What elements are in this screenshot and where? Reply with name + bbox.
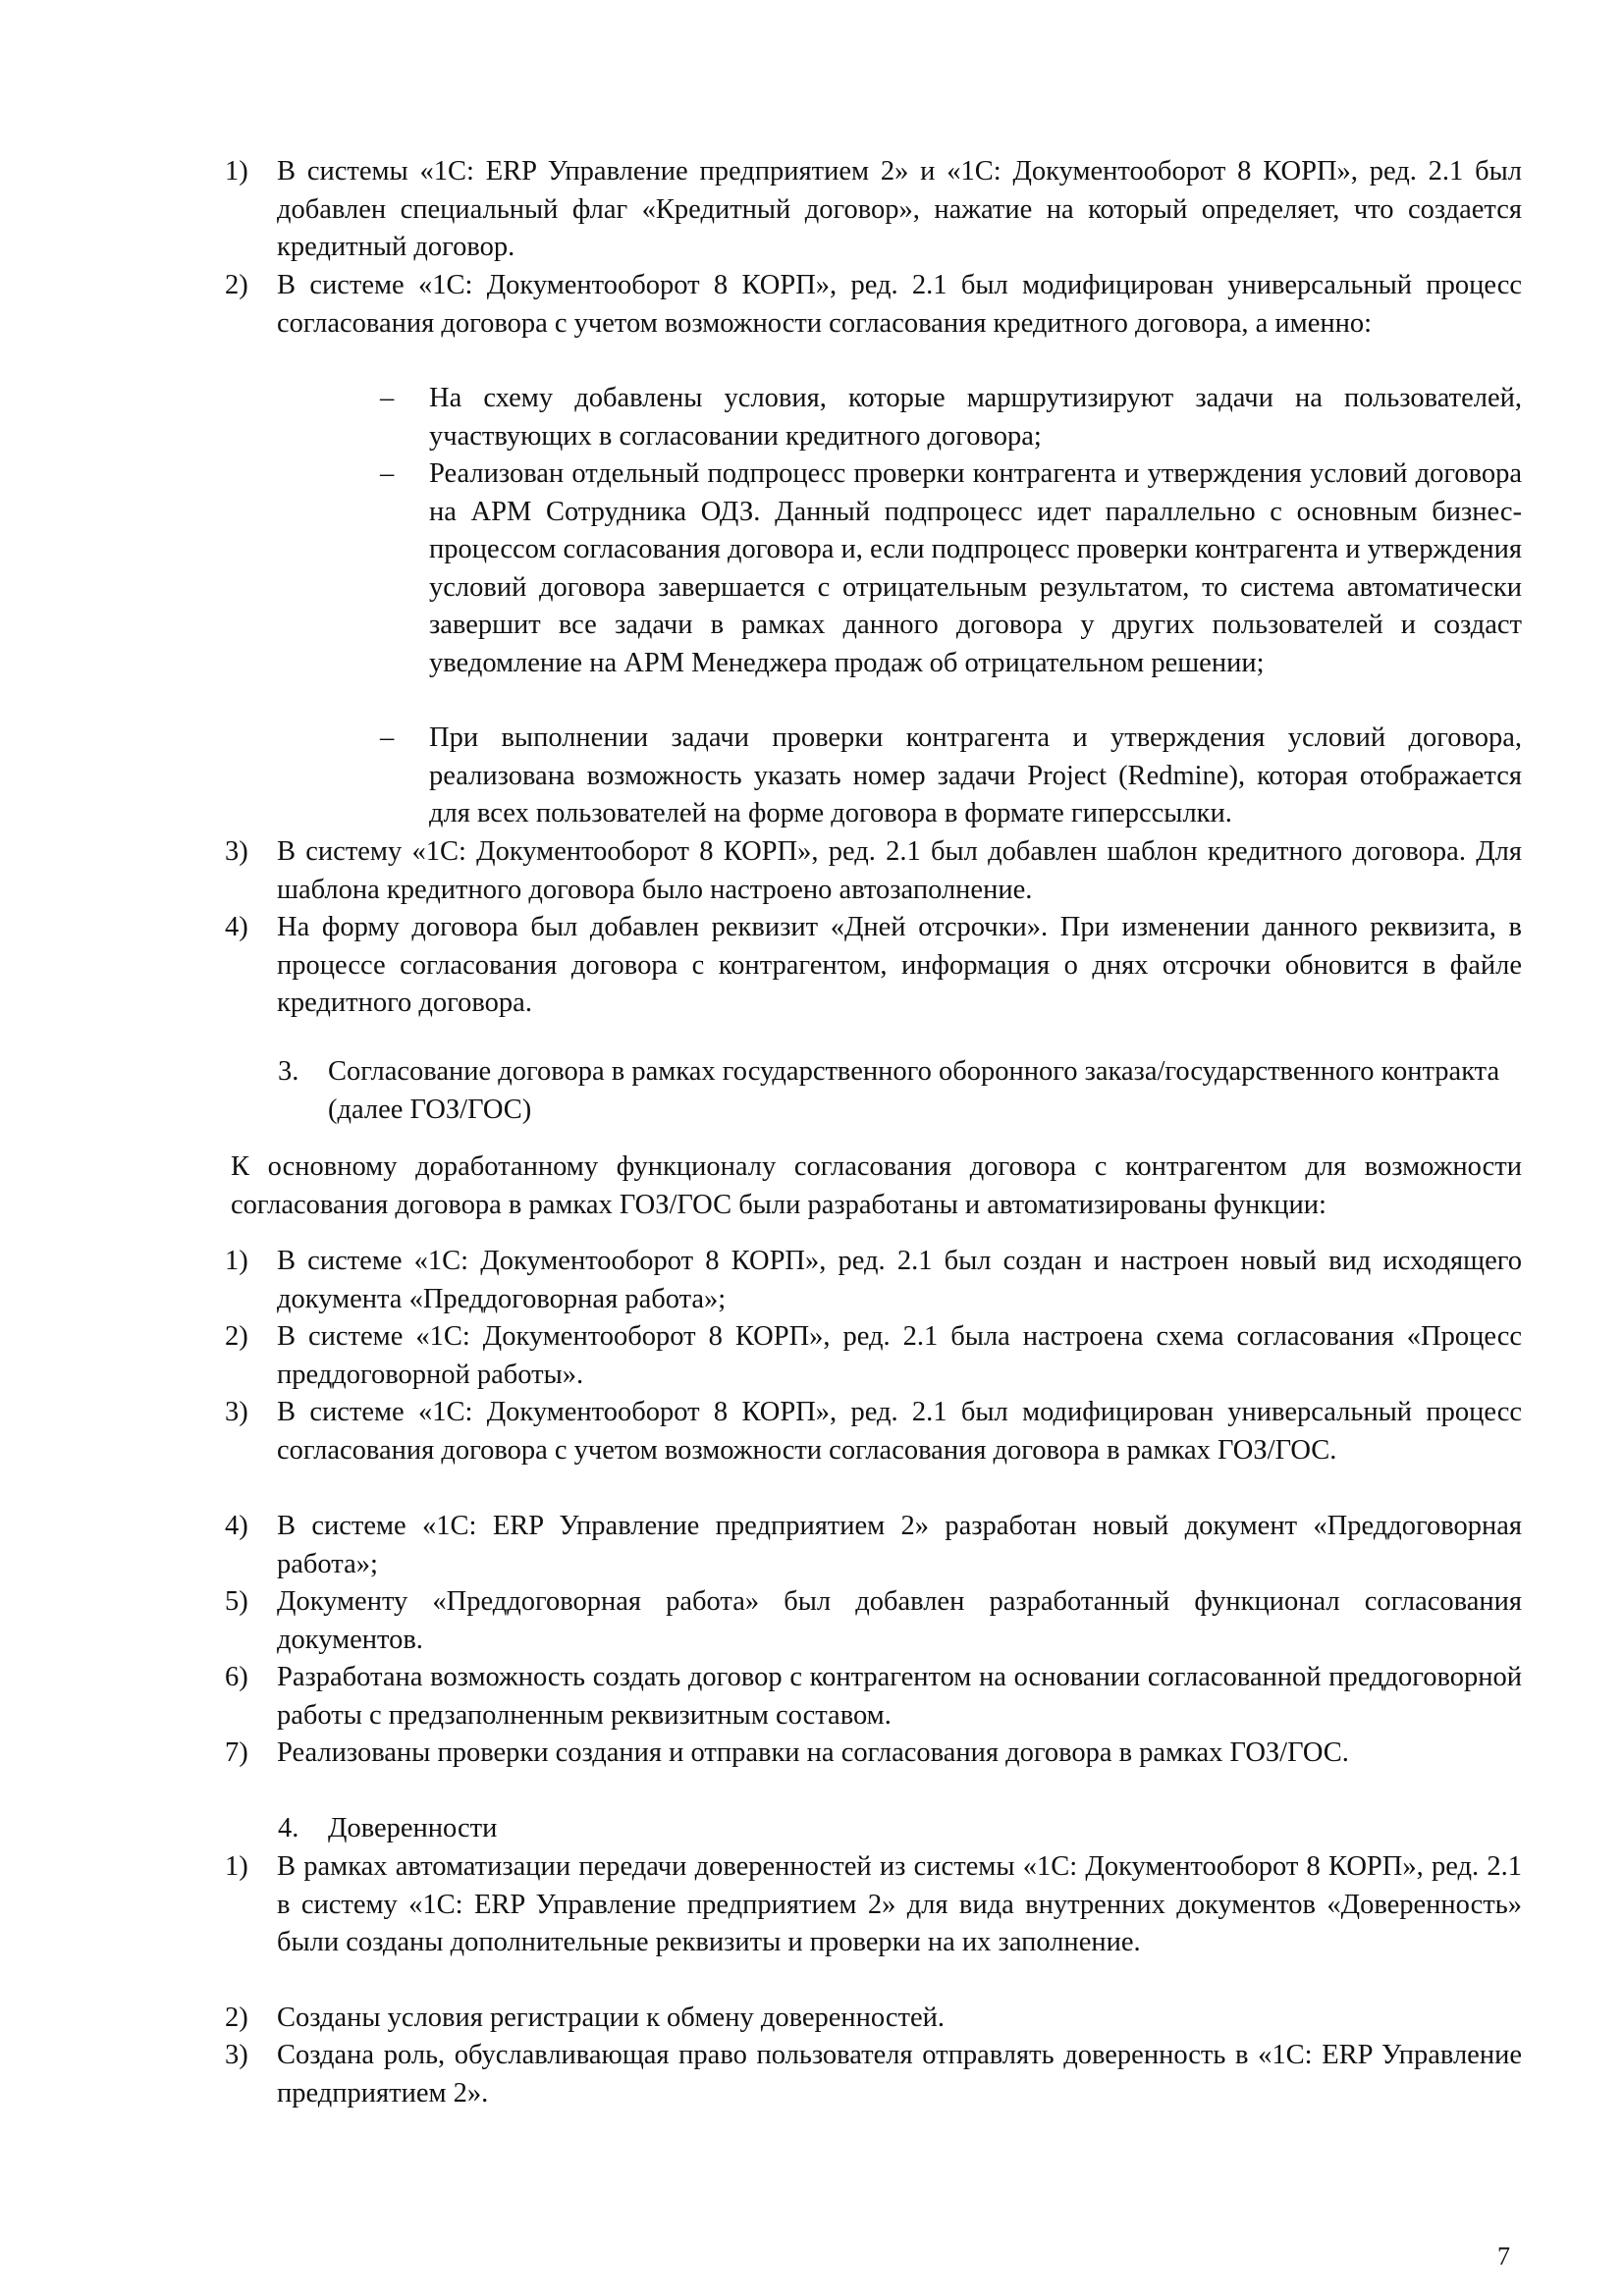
section-title: Согласование договора в рамках государственного оборонного заказа/государственного контракта (далее ГОЗ/ГОС): [328, 1056, 1500, 1125]
list-item: [225, 1659, 1522, 1735]
section-number: 4.: [278, 1813, 299, 1843]
sub-list-item: [380, 380, 1522, 455]
list-item-text: Созданы условия регистрации к обмену доверенностей.: [277, 2002, 946, 2033]
section-heading: [278, 1053, 1522, 1129]
paragraph: [231, 1148, 1522, 1224]
list-item-text: Создана роль, обуславливающая право пользователя отправлять доверенность в «1С: ERP Управление предприятием 2».: [277, 2040, 1522, 2109]
list-number: 1): [225, 1246, 248, 1276]
list-item-text: В системе «1С: Документооборот 8 КОРП», ред. 2.1 была настроена схема согласования «Процесс преддоговорной работы».: [277, 1321, 1522, 1390]
list-number: 1): [225, 1851, 248, 1882]
list-number: 7): [225, 1737, 248, 1768]
list-item-text: Разработана возможность создать договор с контрагентом на основании согласованной преддоговорной работы с предзаполненным реквизитным составом.: [277, 1662, 1522, 1731]
list-item: [225, 2037, 1522, 2112]
list-number: 3): [225, 2040, 248, 2070]
list-item-text: На форму договора был добавлен реквизит «Дней отсрочки». При изменении данного реквизита, в процессе согласования договора с контрагентом, информация о днях отсрочки обновится в файле кредитного договора.: [277, 912, 1522, 1018]
list-number: 4): [225, 1511, 248, 1541]
list-item: [225, 2000, 1522, 2038]
list-item-text: В системе «1С: Документооборот 8 КОРП», ред. 2.1 был создан и настроен новый вид исходящего документа «Преддоговорная работа»;: [277, 1246, 1522, 1314]
sub-list-item-text: При выполнении задачи проверки контрагента и утверждения условий договора, реализована возможность указать номер задачи Project (Redmine), которая отображается для всех пользователей на форме договора в формате гиперссылки.: [429, 722, 1522, 828]
section-title: Доверенности: [328, 1813, 498, 1843]
list-item-text: Реализованы проверки создания и отправки на согласования договора в рамках ГОЗ/ГОС.: [277, 1737, 1349, 1768]
list-number: 6): [225, 1662, 248, 1692]
list-item-text: В системы «1С: ERP Управление предприятием 2» и «1С: Документооборот 8 КОРП», ред. 2.1 был добавлен специальный флаг «Кредитный договор», нажатие на который определяет, что создается кредитный договор.: [277, 156, 1522, 262]
list-item: [225, 1848, 1522, 1962]
list-item-text: В систему «1С: Документооборот 8 КОРП», ред. 2.1 был добавлен шаблон кредитного договора. Для шаблона кредитного договора было настроено автозаполнение.: [277, 836, 1522, 905]
paragraph-text: К основному доработанному функционалу согласования договора с контрагентом для возможности согласования договора в рамках ГОЗ/ГОС были разработаны и автоматизированы функции:: [231, 1151, 1522, 1220]
list-number: 2): [225, 2002, 248, 2033]
section-heading: [278, 1810, 1522, 1848]
list-item: [225, 909, 1522, 1023]
list-number: 2): [225, 1321, 248, 1352]
page-number: 7: [1497, 2242, 1510, 2270]
bullet-dash: –: [380, 722, 395, 753]
list-item-text: В системе «1С: Документооборот 8 КОРП», ред. 2.1 был модифицирован универсальный процесс согласования договора с учетом возможности согласования договора в рамках ГОЗ/ГОС.: [277, 1397, 1522, 1466]
list-item: [225, 1243, 1522, 1318]
list-item: [225, 1508, 1522, 1583]
section-number: 3.: [278, 1056, 299, 1087]
sub-list-item-text: На схему добавлены условия, которые маршрутизируют задачи на пользователей, участвующих в согласовании кредитного договора;: [429, 383, 1522, 452]
list-item-text: В рамках автоматизации передачи доверенностей из системы «1С: Документооборот 8 КОРП», ред. 2.1 в систему «1С: ERP Управление предприятием 2» для вида внутренних документов «Доверенность» были созданы дополнительные реквизиты и проверки на их заполнение.: [277, 1851, 1522, 1957]
list-item: [225, 833, 1522, 909]
list-item: [225, 267, 1522, 343]
list-number: 5): [225, 1586, 248, 1617]
list-item-text: В системе «1С: ERP Управление предприятием 2» разработан новый документ «Преддоговорная работа»;: [277, 1511, 1522, 1579]
list-item: [225, 1583, 1522, 1659]
bullet-dash: –: [380, 383, 395, 413]
bullet-dash: –: [380, 458, 395, 489]
sub-list-item: [380, 720, 1522, 833]
sub-list-item: [380, 455, 1522, 682]
list-item: [225, 1394, 1522, 1469]
list-item-text: Документу «Преддоговорная работа» был добавлен разработанный функционал согласования документов.: [277, 1586, 1522, 1655]
list-number: 3): [225, 1397, 248, 1427]
list-number: 2): [225, 270, 248, 300]
list-item: [225, 153, 1522, 267]
list-number: 4): [225, 912, 248, 942]
list-item-text: В системе «1С: Документооборот 8 КОРП», ред. 2.1 был модифицирован универсальный процесс согласования договора с учетом возможности согласования кредитного договора, а именно:: [277, 270, 1522, 339]
list-number: 3): [225, 836, 248, 867]
list-item: [225, 1318, 1522, 1394]
list-number: 1): [225, 156, 248, 187]
sub-list-item-text: Реализован отдельный подпроцесс проверки контрагента и утверждения условий договора на АРМ Сотрудника ОДЗ. Данный подпроцесс идет параллельно с основным бизнес-процессом согласования договора и, если подпроцесс проверки контрагента и утверждения условий договора завершается с отрицательным результатом, то система автоматически завершит все задачи в рамках данного договора у других пользователей и создаст уведомление на АРМ Менеджера продаж об отрицательном решении;: [429, 458, 1522, 678]
list-item: [225, 1735, 1522, 1773]
